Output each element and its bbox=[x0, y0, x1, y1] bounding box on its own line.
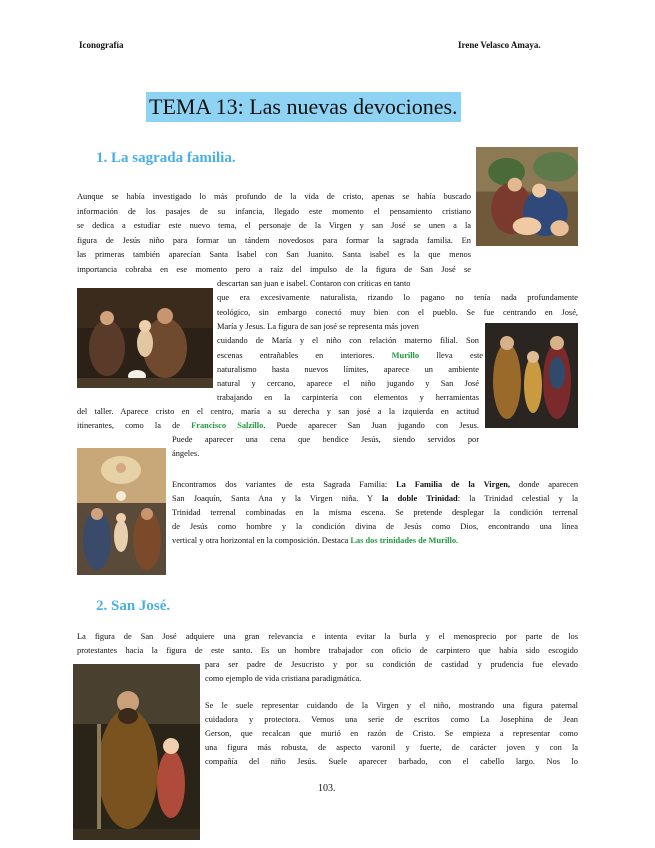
header-right: Irene Velasco Amaya. bbox=[458, 40, 541, 50]
text-line: trabajando en la carpintería con elementos y herramientas bbox=[217, 393, 479, 402]
text-line: figura de Jesús niño para formar un tándem novedosos para formar la sagrada familia. En bbox=[77, 236, 471, 245]
text-line: protestantes hacia la figura de este santo. Es un hombre trabajador con oficio de carpintero que había sido escogido bbox=[77, 646, 578, 655]
link-salzillo: Francisco Salzillo bbox=[191, 421, 264, 430]
text-line: Gerson, que recalcan que murió en razón de Cristo. Se empieza a representar como bbox=[205, 729, 578, 738]
painting-sagrada-familia-1 bbox=[476, 147, 578, 246]
sculpture-salzillo-sagrada-familia bbox=[485, 323, 578, 428]
text-line-p2: Encontramos dos variantes de esta Sagrada Familia: La Familia de la Virgen, donde aparecen bbox=[172, 480, 578, 489]
text-line: naturalismo hasta nuevos límites, aparece un ambiente bbox=[217, 365, 479, 374]
text-line: cuidando de María y el niño con relación materno filial. Son bbox=[217, 336, 479, 345]
text-line: La figura de San José adquiere una gran relevancia e intenta evitar la burla y el menosprecio por parte de los bbox=[77, 632, 578, 641]
section-heading-sagrada-familia: 1. La sagrada familia. bbox=[96, 150, 236, 166]
text-line: ángeles. bbox=[172, 449, 200, 458]
text-line-murillo: escenas entrañables en interiores. Murillo lleva este bbox=[217, 351, 483, 360]
text-line: Puede aparecer una cena que bendice Jesús, siendo servidos por bbox=[172, 435, 479, 444]
text-line: una figura más robusta, de aspecto varonil y fuerte, de carácter joven y con la bbox=[205, 743, 578, 752]
text-line-p2: vertical y otra horizontal en la composición. Destaca Las dos trinidades de Murillo. bbox=[172, 536, 459, 545]
text-line: de Jesús como hombre y la condición divina de Jesús como Dios, encontrando una línea bbox=[172, 522, 578, 531]
text-line: Se le suele representar cuidando de la Virgen y el niño, mostrando una figura paternal bbox=[205, 701, 578, 710]
text-line: cuidadora y protectora. Vemos una serie de escritos como La Josephina de Jean bbox=[205, 715, 578, 724]
text-line: descartan san juan e isabel. Contaron con críticas en tanto bbox=[217, 279, 411, 288]
text-line: para ser padre de Jesucristo y por su condición de castidad y prudencia fue elevado bbox=[205, 660, 578, 669]
text-line: información de los pasajes de su infancia, llegado este momento el pensamiento cristiano bbox=[77, 207, 471, 216]
text-line: teológico, sin embargo conectó muy bien con el pueblo. Se fue centrando en José, bbox=[217, 308, 578, 317]
painting-sagrada-familia-pajarito bbox=[77, 288, 213, 388]
text-line: del taller. Aparece cristo en el centro, maría a su derecha y san josé a la izquierda en actitud bbox=[77, 407, 479, 416]
text-line: Trinidad terrenal combinadas en la misma escena. Se pretende desplegar la condición terrenal bbox=[172, 508, 578, 517]
text-line: se dedica a estudiar este nuevo tema, el personaje de la Virgen y san José se unen a la bbox=[77, 221, 471, 230]
text-line: que era excesivamente naturalista, rizando lo pagano no tenía nada profundamente bbox=[217, 293, 578, 302]
text-line: natural y cercano, aparece el niño jugando y San José bbox=[217, 379, 479, 388]
header-left: Iconografía bbox=[79, 40, 124, 50]
text-line-p2: San Joaquín, Santa Ana y la Virgen niña. Y la doble Trinidad: la Trinidad celestial y la bbox=[172, 494, 578, 503]
text-line: como ejemplo de vida cristiana paradigmática. bbox=[205, 674, 362, 683]
text-line: Aunque se había investigado lo más profundo de la vida de cristo, apenas se había buscado bbox=[77, 192, 471, 201]
page-title: TEMA 13: Las nuevas devociones. bbox=[146, 92, 461, 122]
text-line: importancia cobraba en ese momento pero a raíz del impulso de la figura de San José se bbox=[77, 265, 471, 274]
link-murillo: Murillo bbox=[391, 351, 420, 360]
text-line: compañía del niño Jesús. Suele aparecer barbado, con el cabello largo. Nos lo bbox=[205, 757, 578, 766]
section-heading-san-jose: 2. San José. bbox=[96, 598, 171, 614]
page-number: 103. bbox=[318, 783, 336, 794]
painting-san-jose-con-el-nino bbox=[73, 664, 200, 840]
text-line: María y Jesus. La figura de san josé se representa más joven bbox=[217, 322, 419, 331]
link-dos-trinidades: Las dos trinidades de Murillo bbox=[350, 536, 457, 545]
painting-dos-trinidades bbox=[77, 448, 166, 575]
text-line: las primeras también aparecían Santa Isabel con San Juanito. Santa isabel es la que menos bbox=[77, 250, 471, 259]
text-line-salzillo: itinerantes, como la de Francisco Salzillo. Puede aparecer San Juan jugando con Jesus. bbox=[77, 421, 479, 430]
